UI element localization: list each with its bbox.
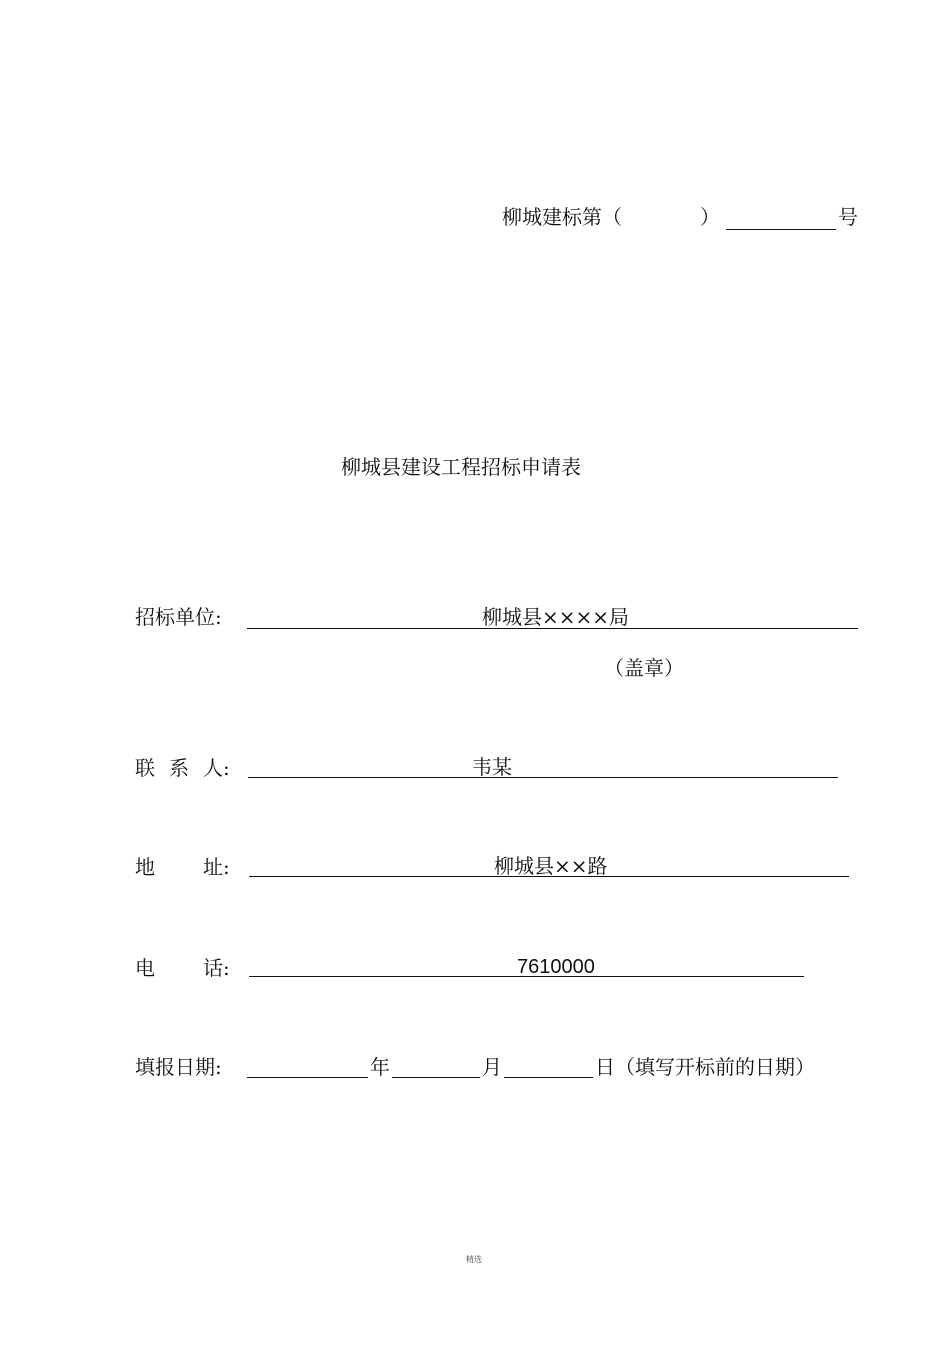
doc-number-prefix: 柳城建标第（ xyxy=(502,205,622,229)
date-day-label: 日（填写开标前的日期） xyxy=(595,1055,815,1079)
address-value: 柳城县××路 xyxy=(494,854,608,878)
date-label: 填报日期: xyxy=(135,1055,222,1079)
date-year-label: 年 xyxy=(370,1055,390,1079)
address-label-char-1: 地 xyxy=(135,855,155,879)
phone-value: 7610000 xyxy=(517,956,595,978)
seal-note: （盖章） xyxy=(604,656,684,680)
phone-label-char-2: 话: xyxy=(203,956,230,980)
doc-number-close-paren: ） xyxy=(700,205,720,229)
contact-underline[interactable] xyxy=(248,777,838,778)
page-title: 柳城县建设工程招标申请表 xyxy=(341,455,581,479)
contact-label-char-2: 系 xyxy=(169,756,189,780)
tender-unit-label: 招标单位: xyxy=(135,605,222,629)
phone-label-char-1: 电 xyxy=(135,956,155,980)
contact-label-char-1: 联 xyxy=(135,756,155,780)
date-month-blank[interactable] xyxy=(392,1077,480,1078)
tender-unit-value: 柳城县××××局 xyxy=(482,605,630,629)
date-year-blank[interactable] xyxy=(247,1077,368,1078)
address-label-char-2: 址: xyxy=(203,855,230,879)
contact-value: 韦某 xyxy=(472,755,512,779)
date-day-blank[interactable] xyxy=(504,1077,593,1078)
date-month-label: 月 xyxy=(482,1055,502,1079)
page-footer: 精选 xyxy=(466,1255,482,1264)
contact-label-char-3: 人: xyxy=(203,756,230,780)
doc-number-suffix: 号 xyxy=(838,205,858,229)
doc-number-blank[interactable] xyxy=(726,229,836,230)
